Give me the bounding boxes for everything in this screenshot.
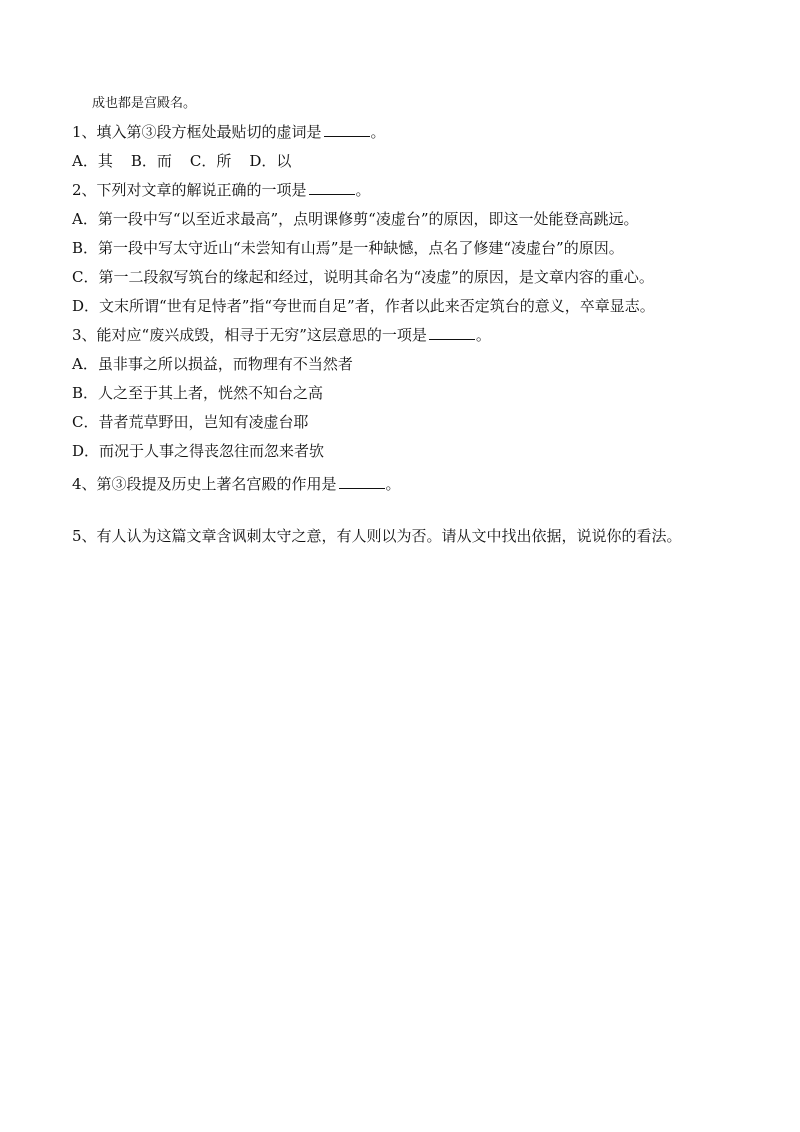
q2-option-c: C．第一二段叙写筑台的缘起和经过，说明其命名为“凌虚”的原因，是文章内容的重心。	[72, 268, 654, 286]
question-4-end: 。	[385, 475, 401, 493]
question-3-end: 。	[475, 326, 491, 344]
question-1-end: 。	[370, 123, 386, 141]
question-2	[72, 180, 371, 200]
q3-option-b: B．人之至于其上者，恍然不知台之高	[72, 384, 324, 402]
answer-blank-1[interactable]	[324, 122, 370, 137]
q2-option-b: B．第一段中写太守近山“未尝知有山焉”是一种缺憾，点名了修建“凌虚台”的原因。	[72, 239, 624, 257]
question-3	[72, 325, 491, 345]
question-2-prompt: 2、下列对文章的解说正确的一项是	[72, 181, 307, 199]
answer-blank-2[interactable]	[309, 180, 355, 195]
q3-option-c: C．昔者荒草野田，岂知有凌虚台耶	[72, 413, 309, 431]
question-1	[72, 122, 386, 142]
question-2-end: 。	[355, 181, 371, 199]
q2-option-d: D．文末所谓“世有足恃者”指“夸世而自足”者，作者以此来否定筑台的意义，卒章显志。	[72, 297, 655, 315]
question-5: 5、有人认为这篇文章含讽刺太守之意，有人则以为否。请从文中找出依据，说说你的看法。	[72, 527, 682, 545]
q1-option-d: D．以	[249, 152, 292, 170]
footnote-text: 成也都是宫殿名。	[92, 96, 197, 111]
q1-option-c: C．所	[189, 152, 232, 170]
question-1-prompt: 1、填入第③段方框处最贴切的虚词是	[72, 123, 322, 141]
question-3-prompt: 3、能对应“废兴成毁，相寻于无穷”这层意思的一项是	[72, 326, 427, 344]
question-4-prompt: 4、第③段提及历史上著名宫殿的作用是	[72, 475, 337, 493]
question-1-options	[72, 151, 309, 171]
answer-blank-3[interactable]	[429, 325, 475, 340]
q1-option-a: A．其	[72, 152, 113, 170]
answer-blank-4[interactable]	[339, 474, 385, 489]
q1-option-b: B．而	[130, 152, 172, 170]
question-4	[72, 474, 401, 494]
q3-option-d: D．而况于人事之得丧忽往而忽来者欤	[72, 442, 325, 460]
q2-option-a: A．第一段中写“以至近求最高”，点明课修剪“凌虚台”的原因，即这一处能登高跳远。	[72, 210, 639, 228]
q3-option-a: A．虽非事之所以损益，而物理有不当然者	[72, 355, 353, 373]
